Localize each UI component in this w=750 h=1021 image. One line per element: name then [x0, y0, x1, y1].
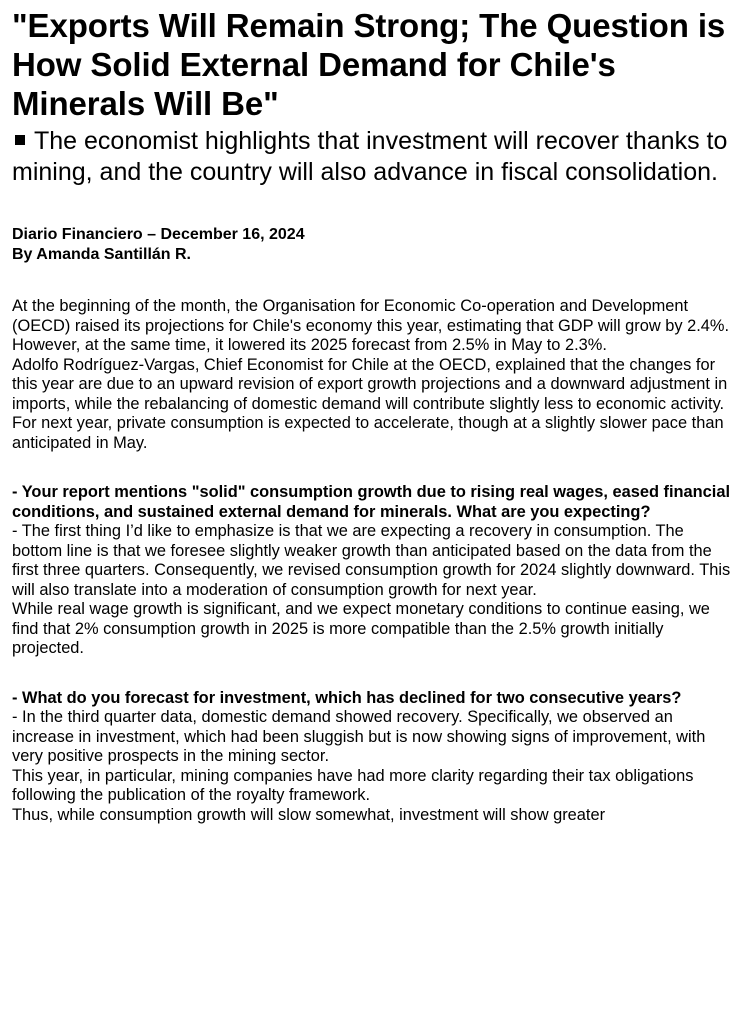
qa-section	[12, 483, 738, 659]
subheadline: The economist highlights that investment will recover thanks to mining, and the country will also advance in fiscal consolidation.	[12, 127, 728, 186]
interview-question: - Your report mentions "solid" consumption growth due to rising real wages, eased financial conditions, and sustained external demand for minerals. What are you expecting?	[12, 483, 731, 521]
source-line: Diario Financiero – December 16, 2024	[12, 226, 305, 243]
headline: "Exports Will Remain Strong; The Question is How Solid External Demand for Chile's Minerals Will Be"	[12, 7, 726, 122]
intro-paragraph: For next year, private consumption is expected to accelerate, though at a slightly slower pace than anticipated in May.	[12, 414, 724, 452]
interview-answer: Thus, while consumption growth will slow somewhat, investment will show greater	[12, 805, 606, 824]
interview-answer: This year, in particular, mining companies have had more clarity regarding their tax obligations following the publication of the royalty framework.	[12, 766, 694, 804]
interview-question: - What do you forecast for investment, which has declined for two consecutive years?	[12, 688, 682, 707]
intro-section	[12, 297, 738, 453]
subheadline-block	[12, 126, 738, 187]
intro-paragraph: Adolfo Rodríguez-Vargas, Chief Economist for Chile at the OECD, explained that the changes for this year are due to an upward revision of export growth projections and a downward adjustment in imports, while the rebalancing of domestic demand will contribute slightly less to economic activity.	[12, 355, 728, 413]
byline: By Amanda Santillán R.	[12, 246, 191, 263]
interview-answer: While real wage growth is significant, and we expect monetary conditions to continue easing, we find that 2% consumption growth in 2025 is more compatible than the 2.5% growth initially projected.	[12, 600, 710, 657]
intro-paragraph: At the beginning of the month, the Organisation for Economic Co-operation and Development (OECD) raised its projections for Chile's economy this year, estimating that GDP will grow by 2.4%. However, at the same time, it lowered its 2025 forecast from 2.5% in May to 2.3%.	[12, 297, 730, 354]
article-meta	[12, 225, 738, 265]
square-bullet-icon	[15, 135, 25, 145]
interview-answer: - In the third quarter data, domestic demand showed recovery. Specifically, we observed an increase in investment, which had been sluggish but is now showing signs of improvement, with very positive prospects in the mining sector.	[12, 708, 706, 765]
interview-answer: - The first thing I’d like to emphasize is that we are expecting a recovery in consumption. The bottom line is that we foresee slightly weaker growth than anticipated based on the data from the first three quarters. Consequently, we revised consumption growth for 2024 slightly downward. This will also translate into a moderation of consumption growth for next year.	[12, 522, 731, 599]
qa-section	[12, 689, 738, 826]
